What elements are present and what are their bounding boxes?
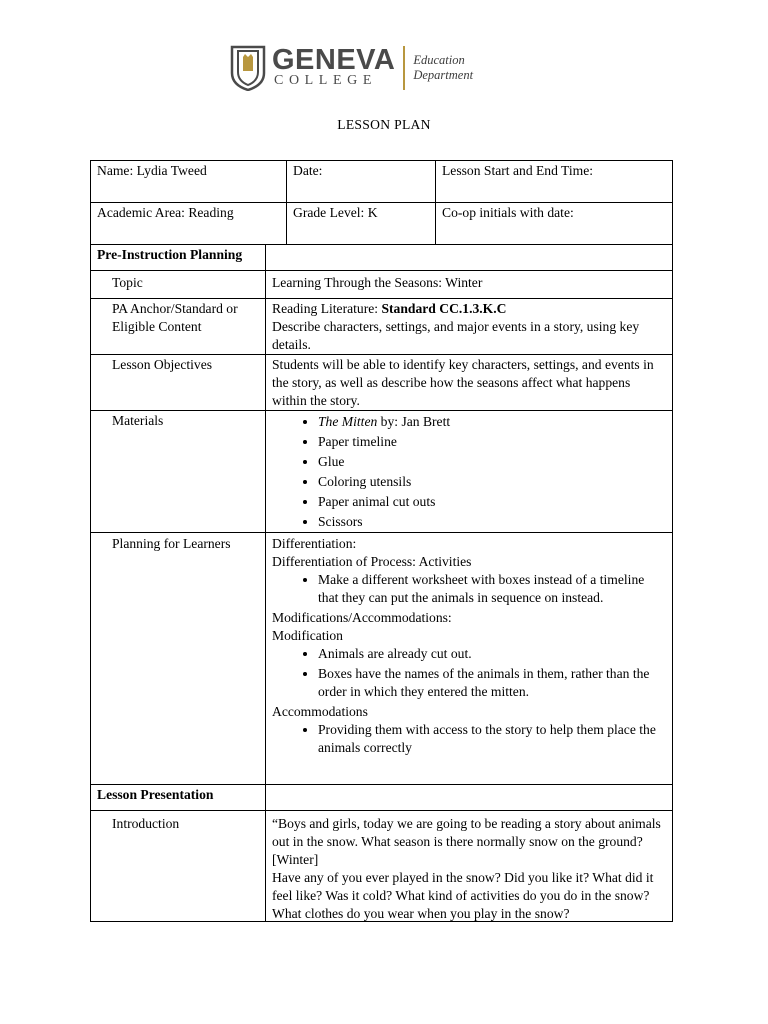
lesson-presentation-heading: Lesson Presentation [91,785,266,811]
coop-cell: Co-op initials with date: [436,203,673,245]
list-item: • Paper animal cut outs [318,492,666,512]
book-title: The Mitten [318,414,378,429]
table-row [91,299,673,355]
table-row [91,245,673,271]
diff-heading: Differentiation: [272,536,357,551]
mods-heading: Modifications/Accommodations: [272,610,452,625]
academic-area-cell: Academic Area: Reading [91,203,287,245]
intro-paragraph-2: Have any of you ever played in the snow? Did you like it? What did it feel like? Was it cold? What kind of activities do you do in the snow? What clothes do you wear when you play in the snow? [272,870,654,921]
pre-instruction-heading: Pre-Instruction Planning [91,245,266,271]
list-item: • Paper timeline [318,432,666,452]
table-row [91,161,673,203]
logo-name: GENEVA [272,44,396,76]
list-item: • Scissors [318,512,666,532]
grade-level-cell: Grade Level: K [287,203,436,245]
name-cell: Name: Lydia Tweed [91,161,287,203]
empty-cell [266,245,673,271]
table-row [91,203,673,245]
logo-dept-line2: Department [413,68,474,82]
pa-standard: Standard CC.1.3.K.C [381,301,507,316]
list-item: • Glue [318,452,666,472]
learners-label: Planning for Learners [91,533,266,785]
accommodation-list [272,721,666,757]
introduction-label: Introduction [91,811,266,922]
list-item [318,412,666,432]
pa-anchor-value [266,299,673,355]
learners-value [266,533,673,785]
list-item: • Coloring utensils [318,472,666,492]
pa-anchor-label [91,299,266,355]
header-table [90,160,673,245]
time-cell: Lesson Start and End Time: [436,161,673,203]
objectives-label: Lesson Objectives [91,355,266,411]
pa-description: Describe characters, settings, and major events in a story, using key details. [272,319,640,352]
list-item: • Make a different worksheet with boxes instead of a timeline that they can put the animals in sequence on instead. [318,571,666,607]
table-row [91,533,673,785]
logo-department [413,53,473,83]
modification-list [272,645,666,701]
accommodations-heading: Accommodations [272,704,368,719]
objectives-value: Students will be able to identify key characters, settings, and events in the story, as well as describe how the seasons affect what happens within the story. [266,355,673,411]
pa-prefix: Reading Literature: [272,301,382,316]
pa-label-line1: PA Anchor/Standard or [112,301,238,316]
logo-divider [403,46,405,90]
table-row [91,355,673,411]
intro-paragraph-1: “Boys and girls, today we are going to be reading a story about animals out in the snow. What season is there normally snow on the ground? [Winter] [272,816,661,867]
materials-value [266,411,673,533]
table-row [91,785,673,811]
diff-process: Differentiation of Process: Activities [272,554,472,569]
date-cell: Date: [287,161,436,203]
geneva-shield-icon [230,45,266,91]
table-row [91,411,673,533]
empty-cell [266,785,673,811]
logo-wordmark [272,44,396,89]
table-row [91,811,673,922]
introduction-value [266,811,673,922]
introduction-text [272,815,666,921]
logo-dept-line1: Education [413,53,465,67]
pa-label-line2: Eligible Content [112,319,202,334]
materials-list [272,412,666,532]
list-item: • Animals are already cut out. [318,645,666,663]
diff-list [272,571,666,607]
topic-value: Learning Through the Seasons: Winter [266,271,673,299]
topic-label: Topic [91,271,266,299]
list-item: • Providing them with access to the story to help them place the animals correctly [318,721,666,757]
list-item: • Boxes have the names of the animals in them, rather than the order in which they entered the mitten. [318,665,666,701]
book-author: by: Jan Brett [377,414,451,429]
lesson-table [90,244,673,922]
document-title: LESSON PLAN [337,117,431,132]
college-logo [230,44,476,92]
table-row [91,271,673,299]
modification-heading: Modification [272,628,343,643]
logo-sub: COLLEGE [274,73,377,88]
pa-standard-line [272,300,666,318]
materials-label: Materials [91,411,266,533]
